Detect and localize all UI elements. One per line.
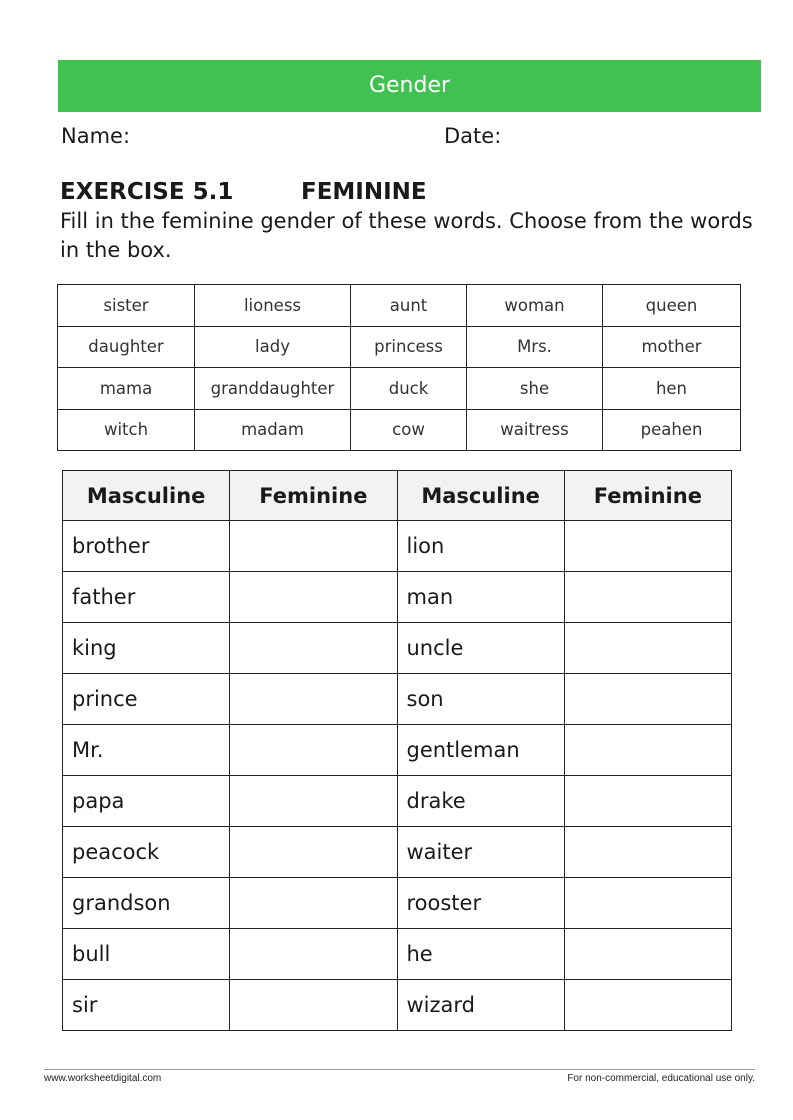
masculine-word: father xyxy=(63,572,230,623)
word-box-cell: princess xyxy=(351,326,467,368)
feminine-answer-cell[interactable] xyxy=(230,572,397,623)
masculine-word: sir xyxy=(63,980,230,1031)
word-box-cell: mama xyxy=(58,368,195,410)
word-box-cell: peahen xyxy=(603,409,741,451)
masculine-word: prince xyxy=(63,674,230,725)
name-label: Name: xyxy=(61,124,131,148)
table-row xyxy=(63,623,732,674)
masculine-word: he xyxy=(397,929,564,980)
column-header-feminine: Feminine xyxy=(230,471,397,521)
masculine-word: grandson xyxy=(63,878,230,929)
masculine-word: son xyxy=(397,674,564,725)
masculine-word: wizard xyxy=(397,980,564,1031)
word-box xyxy=(57,284,741,451)
word-box-cell: aunt xyxy=(351,285,467,327)
word-box-cell: witch xyxy=(58,409,195,451)
masculine-word: uncle xyxy=(397,623,564,674)
word-box-cell: daughter xyxy=(58,326,195,368)
masculine-word: man xyxy=(397,572,564,623)
feminine-answer-cell[interactable] xyxy=(564,674,731,725)
word-box-cell: lady xyxy=(195,326,351,368)
masculine-word: brother xyxy=(63,521,230,572)
feminine-answer-cell[interactable] xyxy=(230,674,397,725)
table-row xyxy=(63,674,732,725)
exercise-instructions: Fill in the feminine gender of these words. Choose from the words in the box. xyxy=(60,209,753,262)
word-box-cell: mother xyxy=(603,326,741,368)
word-box-cell: sister xyxy=(58,285,195,327)
masculine-word: king xyxy=(63,623,230,674)
word-box-cell: woman xyxy=(467,285,603,327)
word-box-cell: Mrs. xyxy=(467,326,603,368)
date-label: Date: xyxy=(444,124,502,148)
footer-divider xyxy=(44,1069,755,1070)
word-box-cell: madam xyxy=(195,409,351,451)
word-box-cell: cow xyxy=(351,409,467,451)
feminine-answer-cell[interactable] xyxy=(564,878,731,929)
column-header-feminine: Feminine xyxy=(564,471,731,521)
masculine-word: Mr. xyxy=(63,725,230,776)
masculine-word: gentleman xyxy=(397,725,564,776)
masculine-word: bull xyxy=(63,929,230,980)
table-row xyxy=(63,929,732,980)
column-header-masculine: Masculine xyxy=(63,471,230,521)
table-row xyxy=(63,521,732,572)
word-box-cell: granddaughter xyxy=(195,368,351,410)
column-header-masculine: Masculine xyxy=(397,471,564,521)
masculine-word: drake xyxy=(397,776,564,827)
table-row xyxy=(63,725,732,776)
footer-notice: For non-commercial, educational use only. xyxy=(567,1073,755,1084)
table-row xyxy=(63,572,732,623)
feminine-answer-cell[interactable] xyxy=(230,521,397,572)
feminine-answer-cell[interactable] xyxy=(230,776,397,827)
word-box-cell: hen xyxy=(603,368,741,410)
footer-website: www.worksheetdigital.com xyxy=(44,1073,162,1084)
feminine-answer-cell[interactable] xyxy=(564,725,731,776)
answer-table xyxy=(62,470,732,1031)
exercise-topic: FEMININE xyxy=(301,179,427,205)
feminine-answer-cell[interactable] xyxy=(230,725,397,776)
feminine-answer-cell[interactable] xyxy=(230,980,397,1031)
table-row xyxy=(63,776,732,827)
title-banner xyxy=(58,60,761,112)
table-row xyxy=(63,878,732,929)
word-box-row xyxy=(58,285,741,327)
word-box-cell: waitress xyxy=(467,409,603,451)
masculine-word: waiter xyxy=(397,827,564,878)
exercise-number: EXERCISE 5.1 xyxy=(60,179,234,205)
feminine-answer-cell[interactable] xyxy=(564,827,731,878)
word-box-cell: lioness xyxy=(195,285,351,327)
feminine-answer-cell[interactable] xyxy=(230,929,397,980)
feminine-answer-cell[interactable] xyxy=(230,827,397,878)
word-box-row xyxy=(58,368,741,410)
masculine-word: papa xyxy=(63,776,230,827)
masculine-word: peacock xyxy=(63,827,230,878)
answer-table-header-row xyxy=(63,471,732,521)
table-row xyxy=(63,980,732,1031)
word-box-row xyxy=(58,409,741,451)
feminine-answer-cell[interactable] xyxy=(564,776,731,827)
masculine-word: lion xyxy=(397,521,564,572)
word-box-cell: queen xyxy=(603,285,741,327)
table-row xyxy=(63,827,732,878)
feminine-answer-cell[interactable] xyxy=(564,980,731,1031)
word-box-cell: duck xyxy=(351,368,467,410)
feminine-answer-cell[interactable] xyxy=(230,623,397,674)
page-title: Gender xyxy=(368,73,451,98)
masculine-word: rooster xyxy=(397,878,564,929)
feminine-answer-cell[interactable] xyxy=(564,623,731,674)
word-box-cell: she xyxy=(467,368,603,410)
feminine-answer-cell[interactable] xyxy=(564,929,731,980)
feminine-answer-cell[interactable] xyxy=(564,572,731,623)
feminine-answer-cell[interactable] xyxy=(564,521,731,572)
feminine-answer-cell[interactable] xyxy=(230,878,397,929)
word-box-row xyxy=(58,326,741,368)
